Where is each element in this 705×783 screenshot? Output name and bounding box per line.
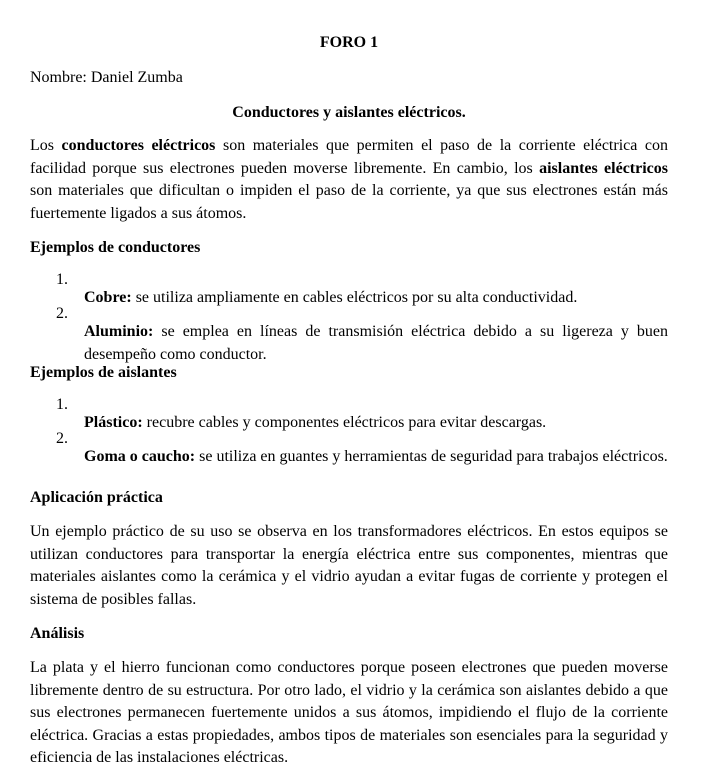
analysis-paragraph: La plata y el hierro funcionan como conductores porque poseen electrones que pueden moverse libremente dentro de su estructura. Por otro lado, el vidrio y la cerámica son aislantes debido a que sus electrones permanecen fuertemente unidos a sus átomos, impidiendo el flujo de la corriente eléctrica. Gracias a estas propiedades, ambos tipos de materiales son esenciales para la seguridad y eficiencia de las instalaciones eléctricas. xyxy=(30,659,668,766)
list-item-desc: se utiliza en guantes y herramientas de seguridad para trabajos eléctricos. xyxy=(195,448,668,465)
list-item xyxy=(56,430,668,485)
document-title: FORO 1 xyxy=(319,34,379,51)
list-item-desc: se emplea en líneas de transmisión eléctrica debido a su ligereza y buen desempeño como conductor. xyxy=(84,323,668,363)
list-item-desc: se utiliza ampliamente en cables eléctricos por su alta conductividad. xyxy=(131,289,578,306)
conductors-heading: Ejemplos de conductores xyxy=(30,239,201,256)
list-item-term: Cobre: xyxy=(84,289,132,306)
intro-paragraph xyxy=(30,135,668,225)
list-item-term: Goma o caucho: xyxy=(84,448,196,465)
list-number: 1. xyxy=(56,396,68,413)
list-number: 1. xyxy=(56,271,68,288)
intro-text-1: Los xyxy=(30,137,62,154)
list-item-text xyxy=(84,446,668,469)
analysis-heading: Análisis xyxy=(30,625,85,642)
intro-text-2: son materiales que permiten el paso de la corriente eléctrica con facilidad porque sus electrones pueden moverse libremente. En cambio, los xyxy=(30,137,668,177)
intro-bold-insulators: aislantes eléctricos xyxy=(539,159,669,177)
application-paragraph: Un ejemplo práctico de su uso se observa en los transformadores eléctricos. En estos equipos se utilizan conductores para transportar la energía eléctrica entre sus componentes, mientras que materiales aislantes como la cerámica y el vidrio ayudan a evitar fugas de corriente y protegen el sistema de posibles fallas. xyxy=(30,523,668,608)
document-subtitle: Conductores y aislantes eléctricos. xyxy=(232,104,466,121)
list-item-text xyxy=(84,321,668,366)
list-number: 2. xyxy=(56,430,68,447)
insulators-heading: Ejemplos de aislantes xyxy=(30,364,177,381)
intro-text-3: son materiales que dificultan o impiden el paso de la corriente, ya que sus electrones están más fuertemente ligados a sus átomos. xyxy=(30,182,668,222)
application-heading: Aplicación práctica xyxy=(30,489,163,506)
list-number: 2. xyxy=(56,305,68,322)
list-item-desc: recubre cables y componentes eléctricos para evitar descargas. xyxy=(142,414,547,431)
intro-bold-conductors: conductores eléctricos xyxy=(61,137,216,154)
list-item-term: Aluminio: xyxy=(84,323,154,340)
author-name: Nombre: Daniel Zumba xyxy=(30,69,183,86)
list-item-term: Plástico: xyxy=(84,414,143,431)
